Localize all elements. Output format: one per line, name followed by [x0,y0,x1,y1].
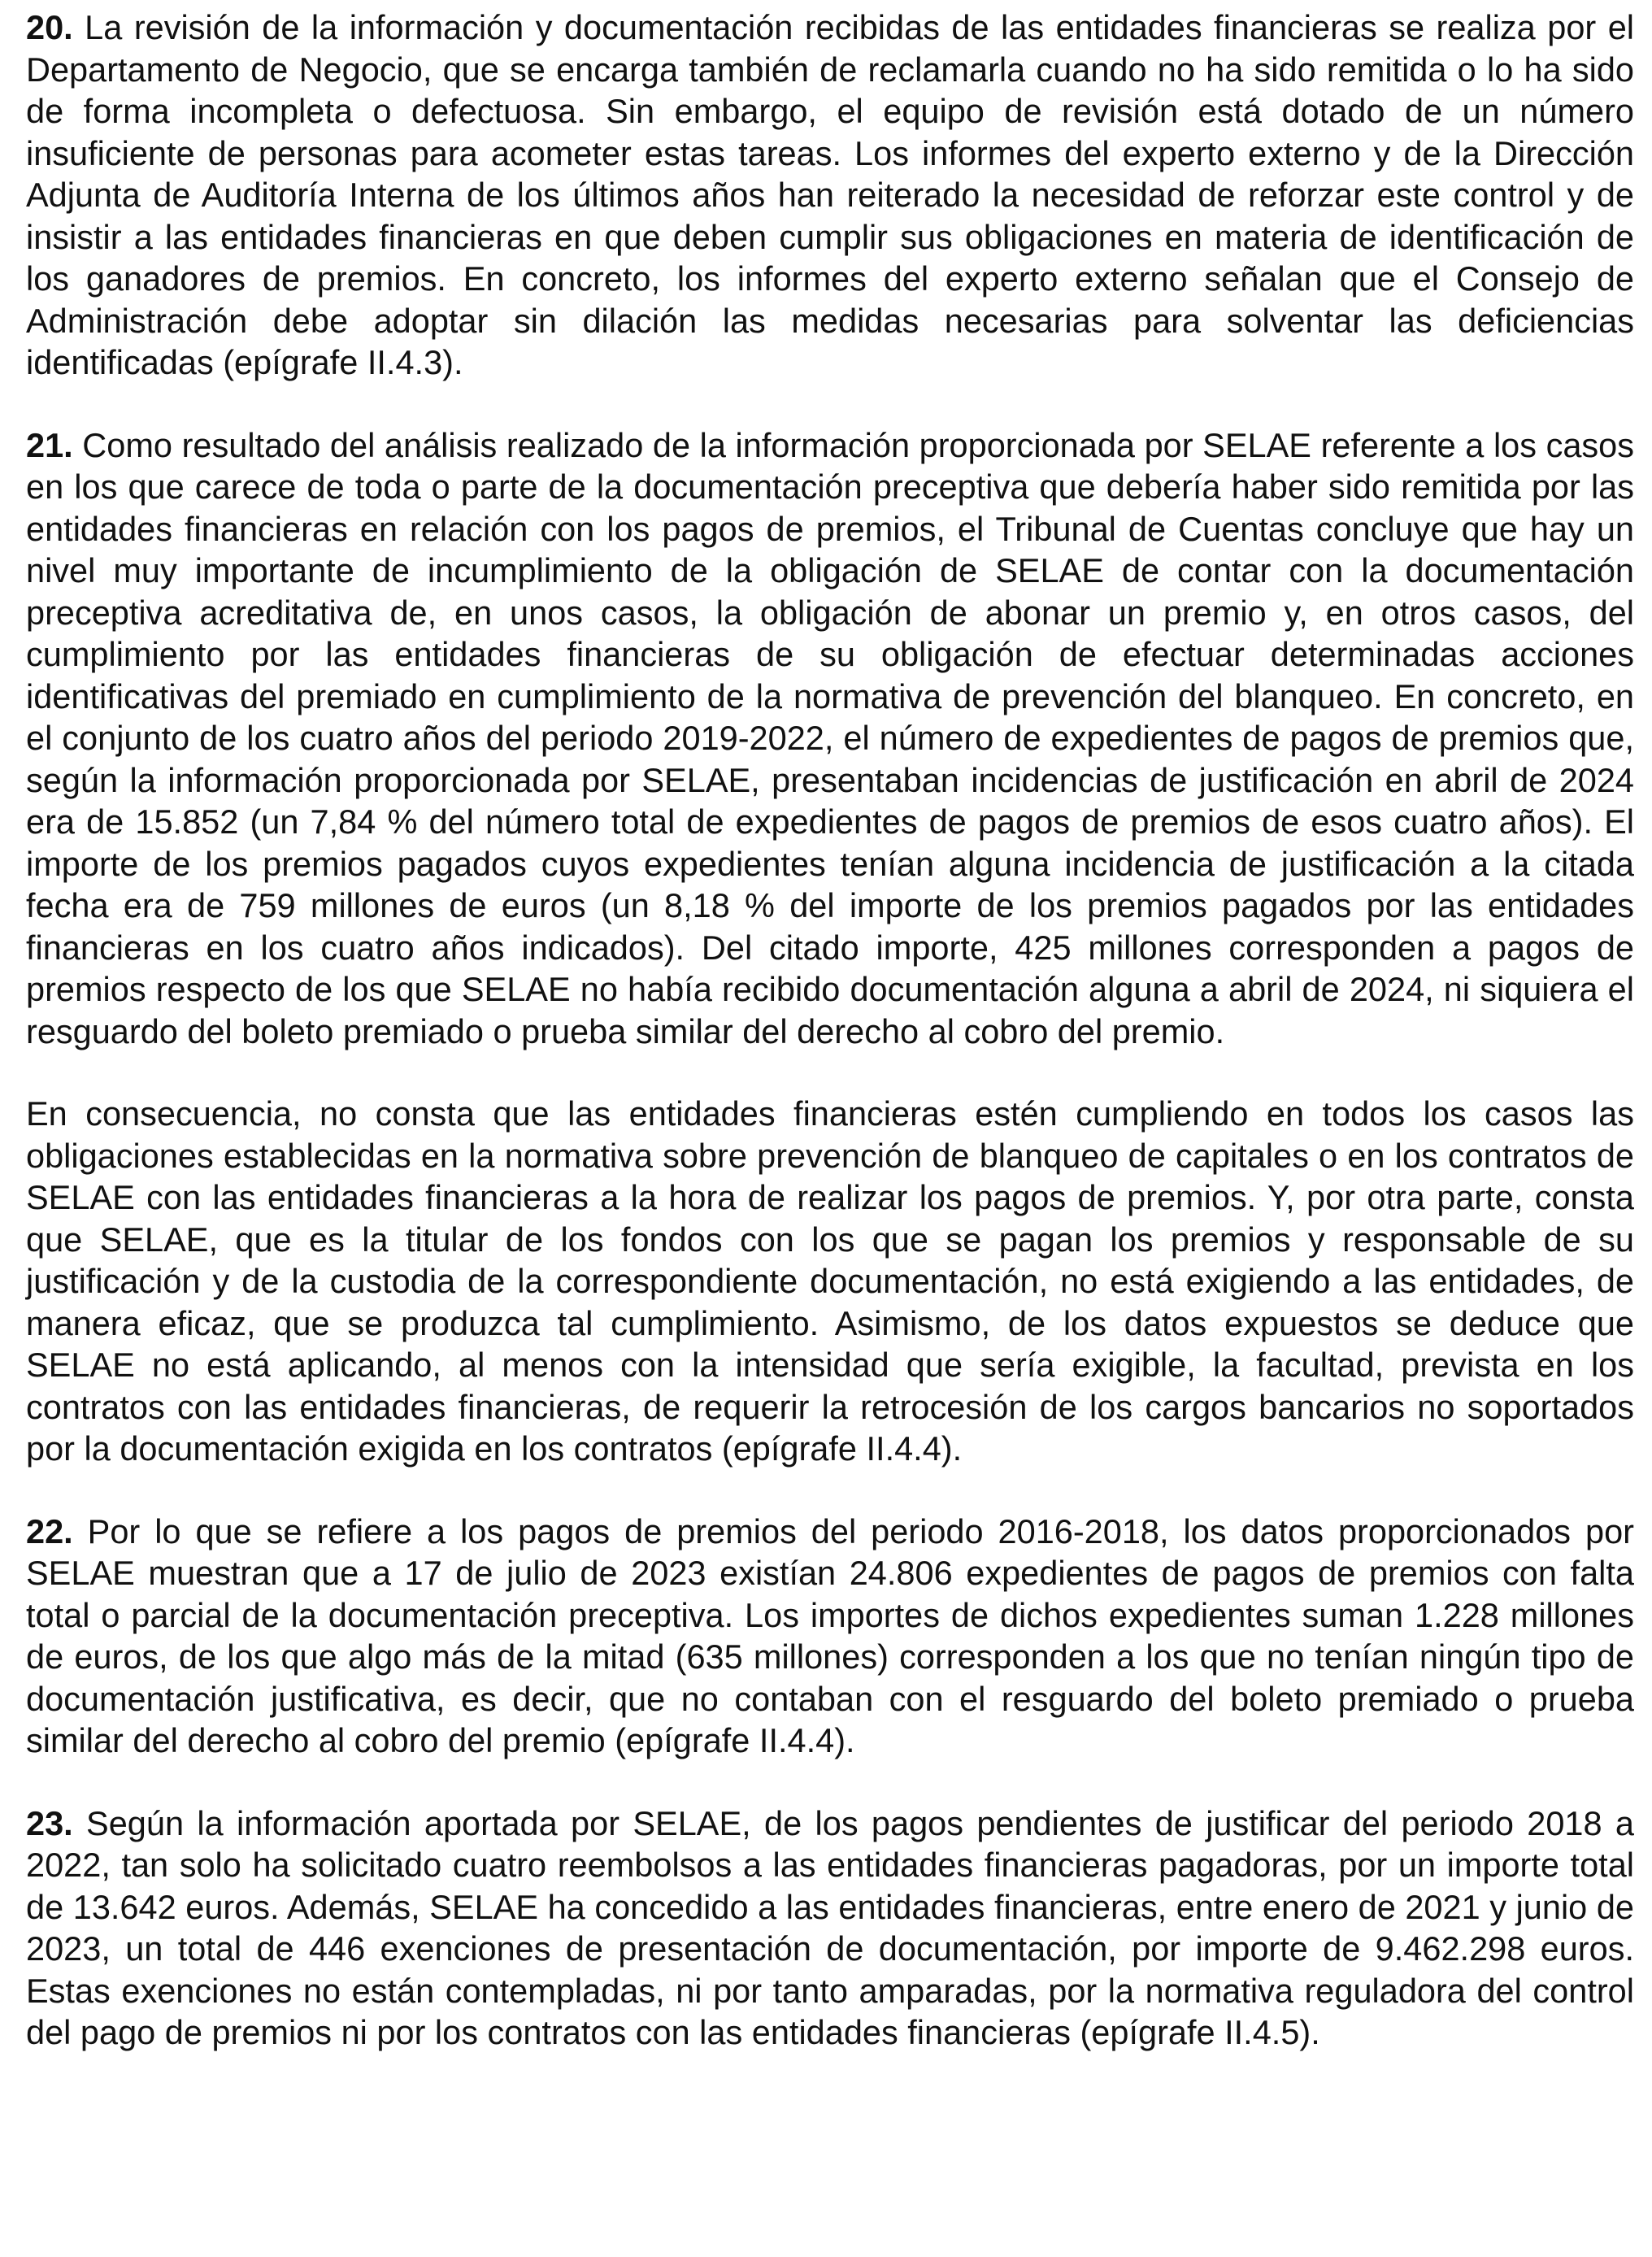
paragraph-text: Como resultado del análisis realizado de la información proporcionada por SELAE referente a los casos en los que carece de toda o parte de la documentación preceptiva que debería haber sido remitida por las entidades financieras en relación con los pagos de premios, el Tribunal de Cuentas concluye que hay un nivel muy importante de incumplimiento de la obligación de SELAE de contar con la documentación preceptiva acreditativa de, en unos casos, la obligación de abonar un premio y, en otros casos, del cumplimiento por las entidades financieras de su obligación de efectuar determinadas acciones identificativas del premiado en cumplimiento de la normativa de prevención del blanqueo. En concreto, en el conjunto de los cuatro años del periodo 2019-2022, el número de expedientes de pagos de premios que, según la información proporcionada por SELAE, presentaban incidencias de justificación en abril de 2024 era de 15.852 (un 7,84 % del número total de expedientes de pagos de premios de esos cuatro años). El importe de los premios pagados cuyos expedientes tenían alguna incidencia de justificación a la citada fecha era de 759 millones de euros (un 8,18 % del importe de los premios pagados por las entidades financieras en los cuatro años indicados). Del citado importe, 425 millones corresponden a pagos de premios respecto de los que SELAE no había recibido documentación alguna a abril de 2024, ni siquiera el resguardo del boleto premiado o prueba similar del derecho al cobro del premio. [26,425,1634,1050]
paragraph-text: Por lo que se refiere a los pagos de premios del periodo 2016-2018, los datos proporcionados por SELAE muestran que a 17 de julio de 2023 existían 24.806 expedientes de pagos de premios con falta total o parcial de la documentación preceptiva. Los importes de dichos expedientes suman 1.228 millones de euros, de los que algo más de la mitad (635 millones) corresponden a los que no tenían ningún tipo de documentación justificativa, es decir, que no contaban con el resguardo del boleto premiado o prueba similar del derecho al cobro del premio (epígrafe II.4.4). [26,1511,1634,1759]
paragraph-23 [26,1803,1634,2054]
paragraph-text: La revisión de la información y documentación recibidas de las entidades financieras se realiza por el Departamento de Negocio, que se encarga también de reclamarla cuando no ha sido remitida o lo ha sido de forma incompleta o defectuosa. Sin embargo, el equipo de revisión está dotado de un número insuficiente de personas para acometer estas tareas. Los informes del experto externo y de la Dirección Adjunta de Auditoría Interna de los últimos años han reiterado la necesidad de reforzar este control y de insistir a las entidades financieras en que deben cumplir sus obligaciones en materia de identificación de los ganadores de premios. En concreto, los informes del experto externo señalan que el Consejo de Administración debe adoptar sin dilación las medidas necesarias para solventar las deficiencias identificadas (epígrafe II.4.3). [26,8,1634,381]
paragraph-20 [26,7,1634,384]
paragraph-22 [26,1511,1634,1762]
paragraph-21 [26,424,1634,1053]
paragraph-text: Según la información aportada por SELAE, de los pagos pendientes de justificar del periodo 2018 a 2022, tan solo ha solicitado cuatro reembolsos a las entidades financieras pagadoras, por un importe total de 13.642 euros. Además, SELAE ha concedido a las entidades financieras, entre enero de 2021 y junio de 2023, un total de 446 exenciones de presentación de documentación, por importe de 9.462.298 euros. Estas exenciones no están contempladas, ni por tanto amparadas, por la normativa reguladora del control del pago de premios ni por los contratos con las entidades financieras (epígrafe II.4.5). [26,1803,1634,2051]
paragraph-21-continuation [26,1093,1634,1470]
paragraph-number: 21. [26,425,73,464]
paragraph-number: 23. [26,1803,73,1842]
paragraph-text: En consecuencia, no consta que las entidades financieras estén cumpliendo en todos los casos las obligaciones establecidas en la normativa sobre prevención de blanqueo de capitales o en los contratos de SELAE con las entidades financieras a la hora de realizar los pagos de premios. Y, por otra parte, consta que SELAE, que es la titular de los fondos con los que se pagan los premios y responsable de su justificación y de la custodia de la correspondiente documentación, no está exigiendo a las entidades, de manera eficaz, que se produzca tal cumplimiento. Asimismo, de los datos expuestos se deduce que SELAE no está aplicando, al menos con la intensidad que sería exigible, la facultad, prevista en los contratos con las entidades financieras, de requerir la retrocesión de los cargos bancarios no soportados por la documentación exigida en los contratos (epígrafe II.4.4). [26,1094,1634,1468]
paragraph-number: 20. [26,8,73,46]
paragraph-number: 22. [26,1511,73,1550]
